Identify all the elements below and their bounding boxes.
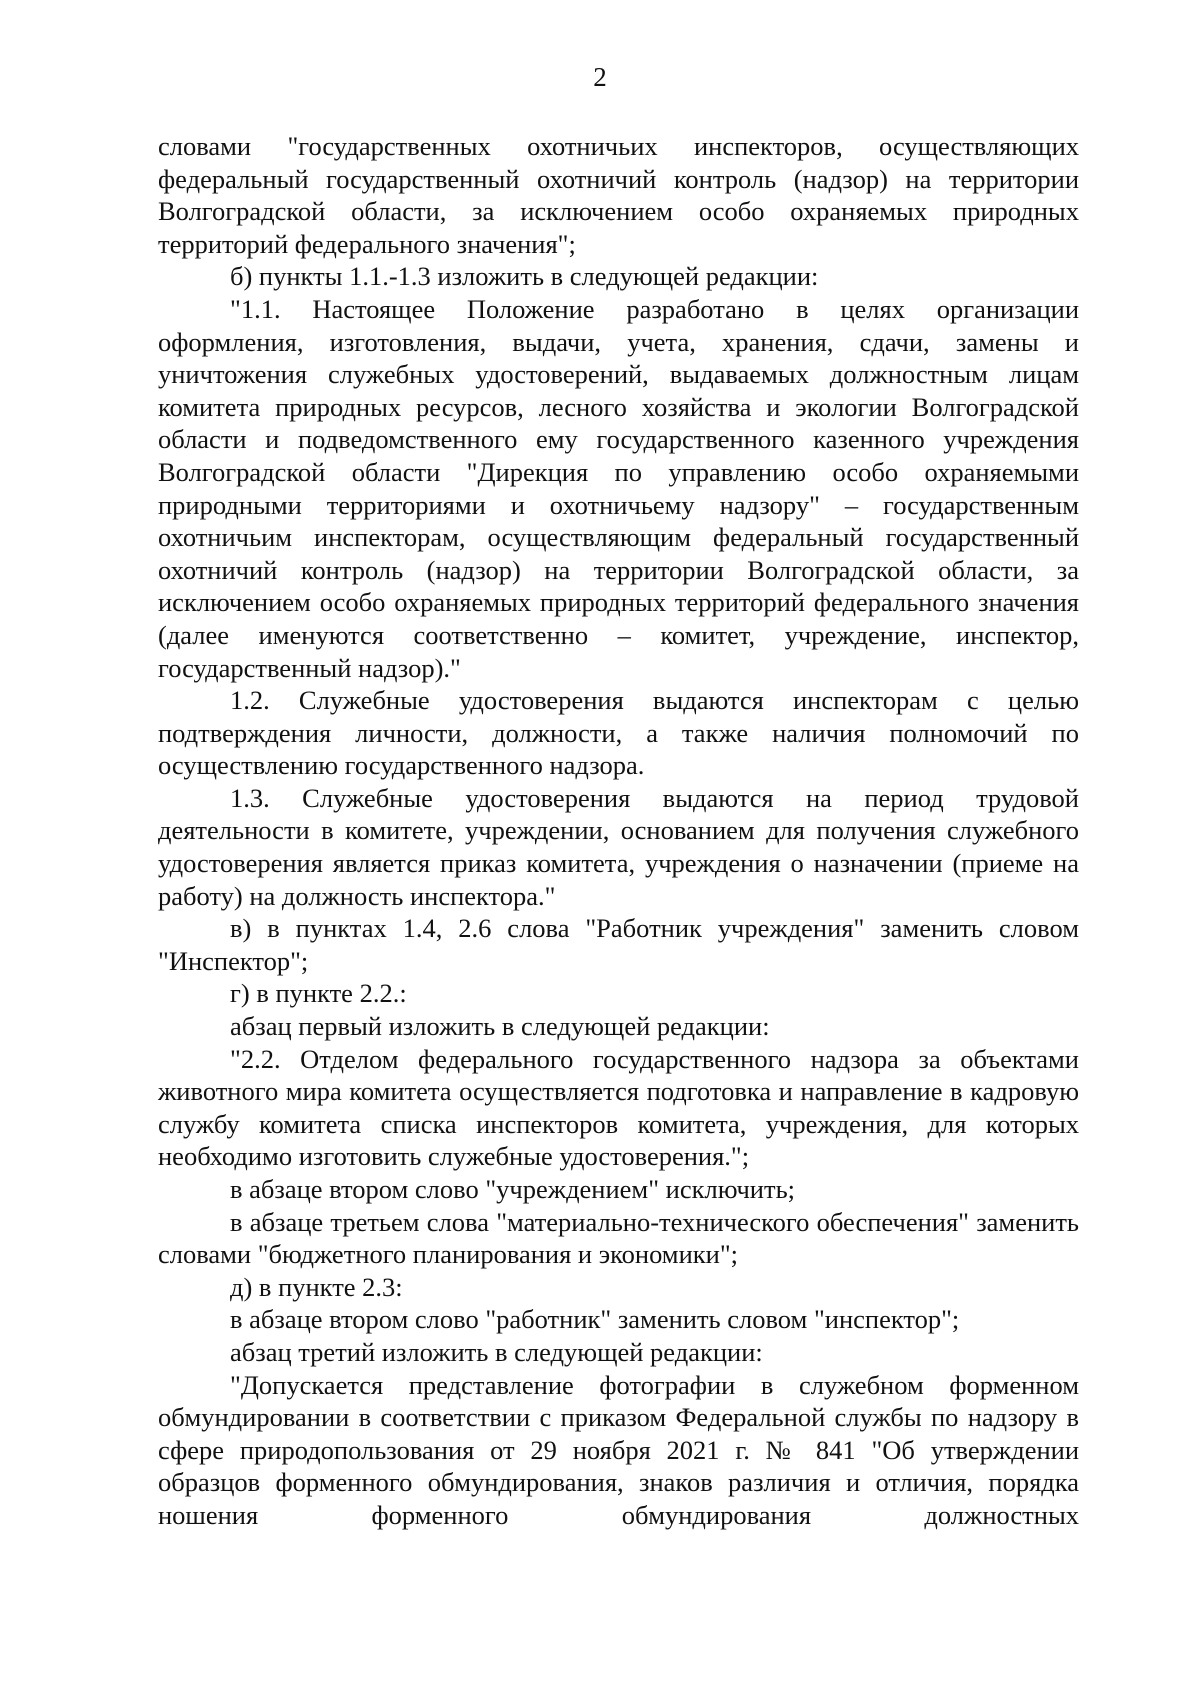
paragraph: в) в пунктах 1.4, 2.6 слова "Работник учреждения" заменить словом "Инспектор";: [158, 913, 1079, 976]
paragraph: 1.3. Служебные удостоверения выдаются на период трудовой деятельности в комитете, учреждении, основанием для получения служебного удостоверения является приказ комитета, учреждения о назначении (приеме на работу) на должность инспектора.": [158, 782, 1079, 911]
paragraph: в абзаце третьем слова "материально-технического обеспечения" заменить словами "бюджетного планирования и экономики";: [158, 1206, 1079, 1270]
paragraph: абзац первый изложить в следующей редакции:: [230, 1011, 770, 1042]
paragraph: г) в пункте 2.2.:: [230, 978, 407, 1009]
paragraph: "Допускается представление фотографии в служебном форменном обмундировании в соответствии с приказом Федеральной службы по надзору в сфере природопользования от 29 ноября 2021 г. № 841 "Об утверждении образцов форменного обмундирования, знаков различия и отличия, порядка ношения форменного обмундирования должностных: [158, 1369, 1079, 1530]
paragraph: д) в пункте 2.3:: [230, 1271, 403, 1302]
paragraph: в абзаце втором слово "учреждением" исключить;: [230, 1174, 796, 1204]
paragraph: 1.2. Служебные удостоверения выдаются инспекторам с целью подтверждения личности, должности, а также наличия полномочий по осуществлению государственного надзора.: [158, 685, 1079, 781]
paragraph: абзац третий изложить в следующей редакции:: [230, 1336, 763, 1367]
paragraph: "2.2. Отделом федерального государственного надзора за объектами животного мира комитета осуществляется подготовка и направление в кадровую службу комитета списка инспекторов комитета, учреждения, для которых необходимо изготовить служебные удостоверения.";: [158, 1043, 1079, 1172]
paragraph: в абзаце втором слово "работник" заменить словом "инспектор";: [230, 1304, 960, 1335]
page-number: 2: [593, 62, 607, 92]
paragraph: "1.1. Настоящее Положение разработано в целях организации оформления, изготовления, выдачи, учета, хранения, сдачи, замены и уничтожения служебных удостоверений, выдаваемых должностным лицам комитета природных ресурсов, лесного хозяйства и экологии Волгоградской области и подведомственного ему государственного казенного учреждения Волгоградской области "Дирекция по управлению особо охраняемыми природными территориями и охотничьему надзору" – государственным охотничьим инспекторам, осуществляющим федеральный государственный охотничий контроль (надзор) на территории Волгоградской области, за исключением особо охраняемых природных территорий федерального значения (далее именуются соответственно – комитет, учреждение, инспектор, государственный надзор).": [158, 293, 1079, 683]
paragraph: словами "государственных охотничьих инспекторов, осуществляющих федеральный государственный охотничий контроль (надзор) на территории Волгоградской области, за исключением особо охраняемых природных территорий федерального значения";: [158, 131, 1079, 259]
document-body: [158, 130, 1079, 1532]
paragraph: б) пункты 1.1.-1.3 изложить в следующей редакции:: [230, 261, 819, 292]
